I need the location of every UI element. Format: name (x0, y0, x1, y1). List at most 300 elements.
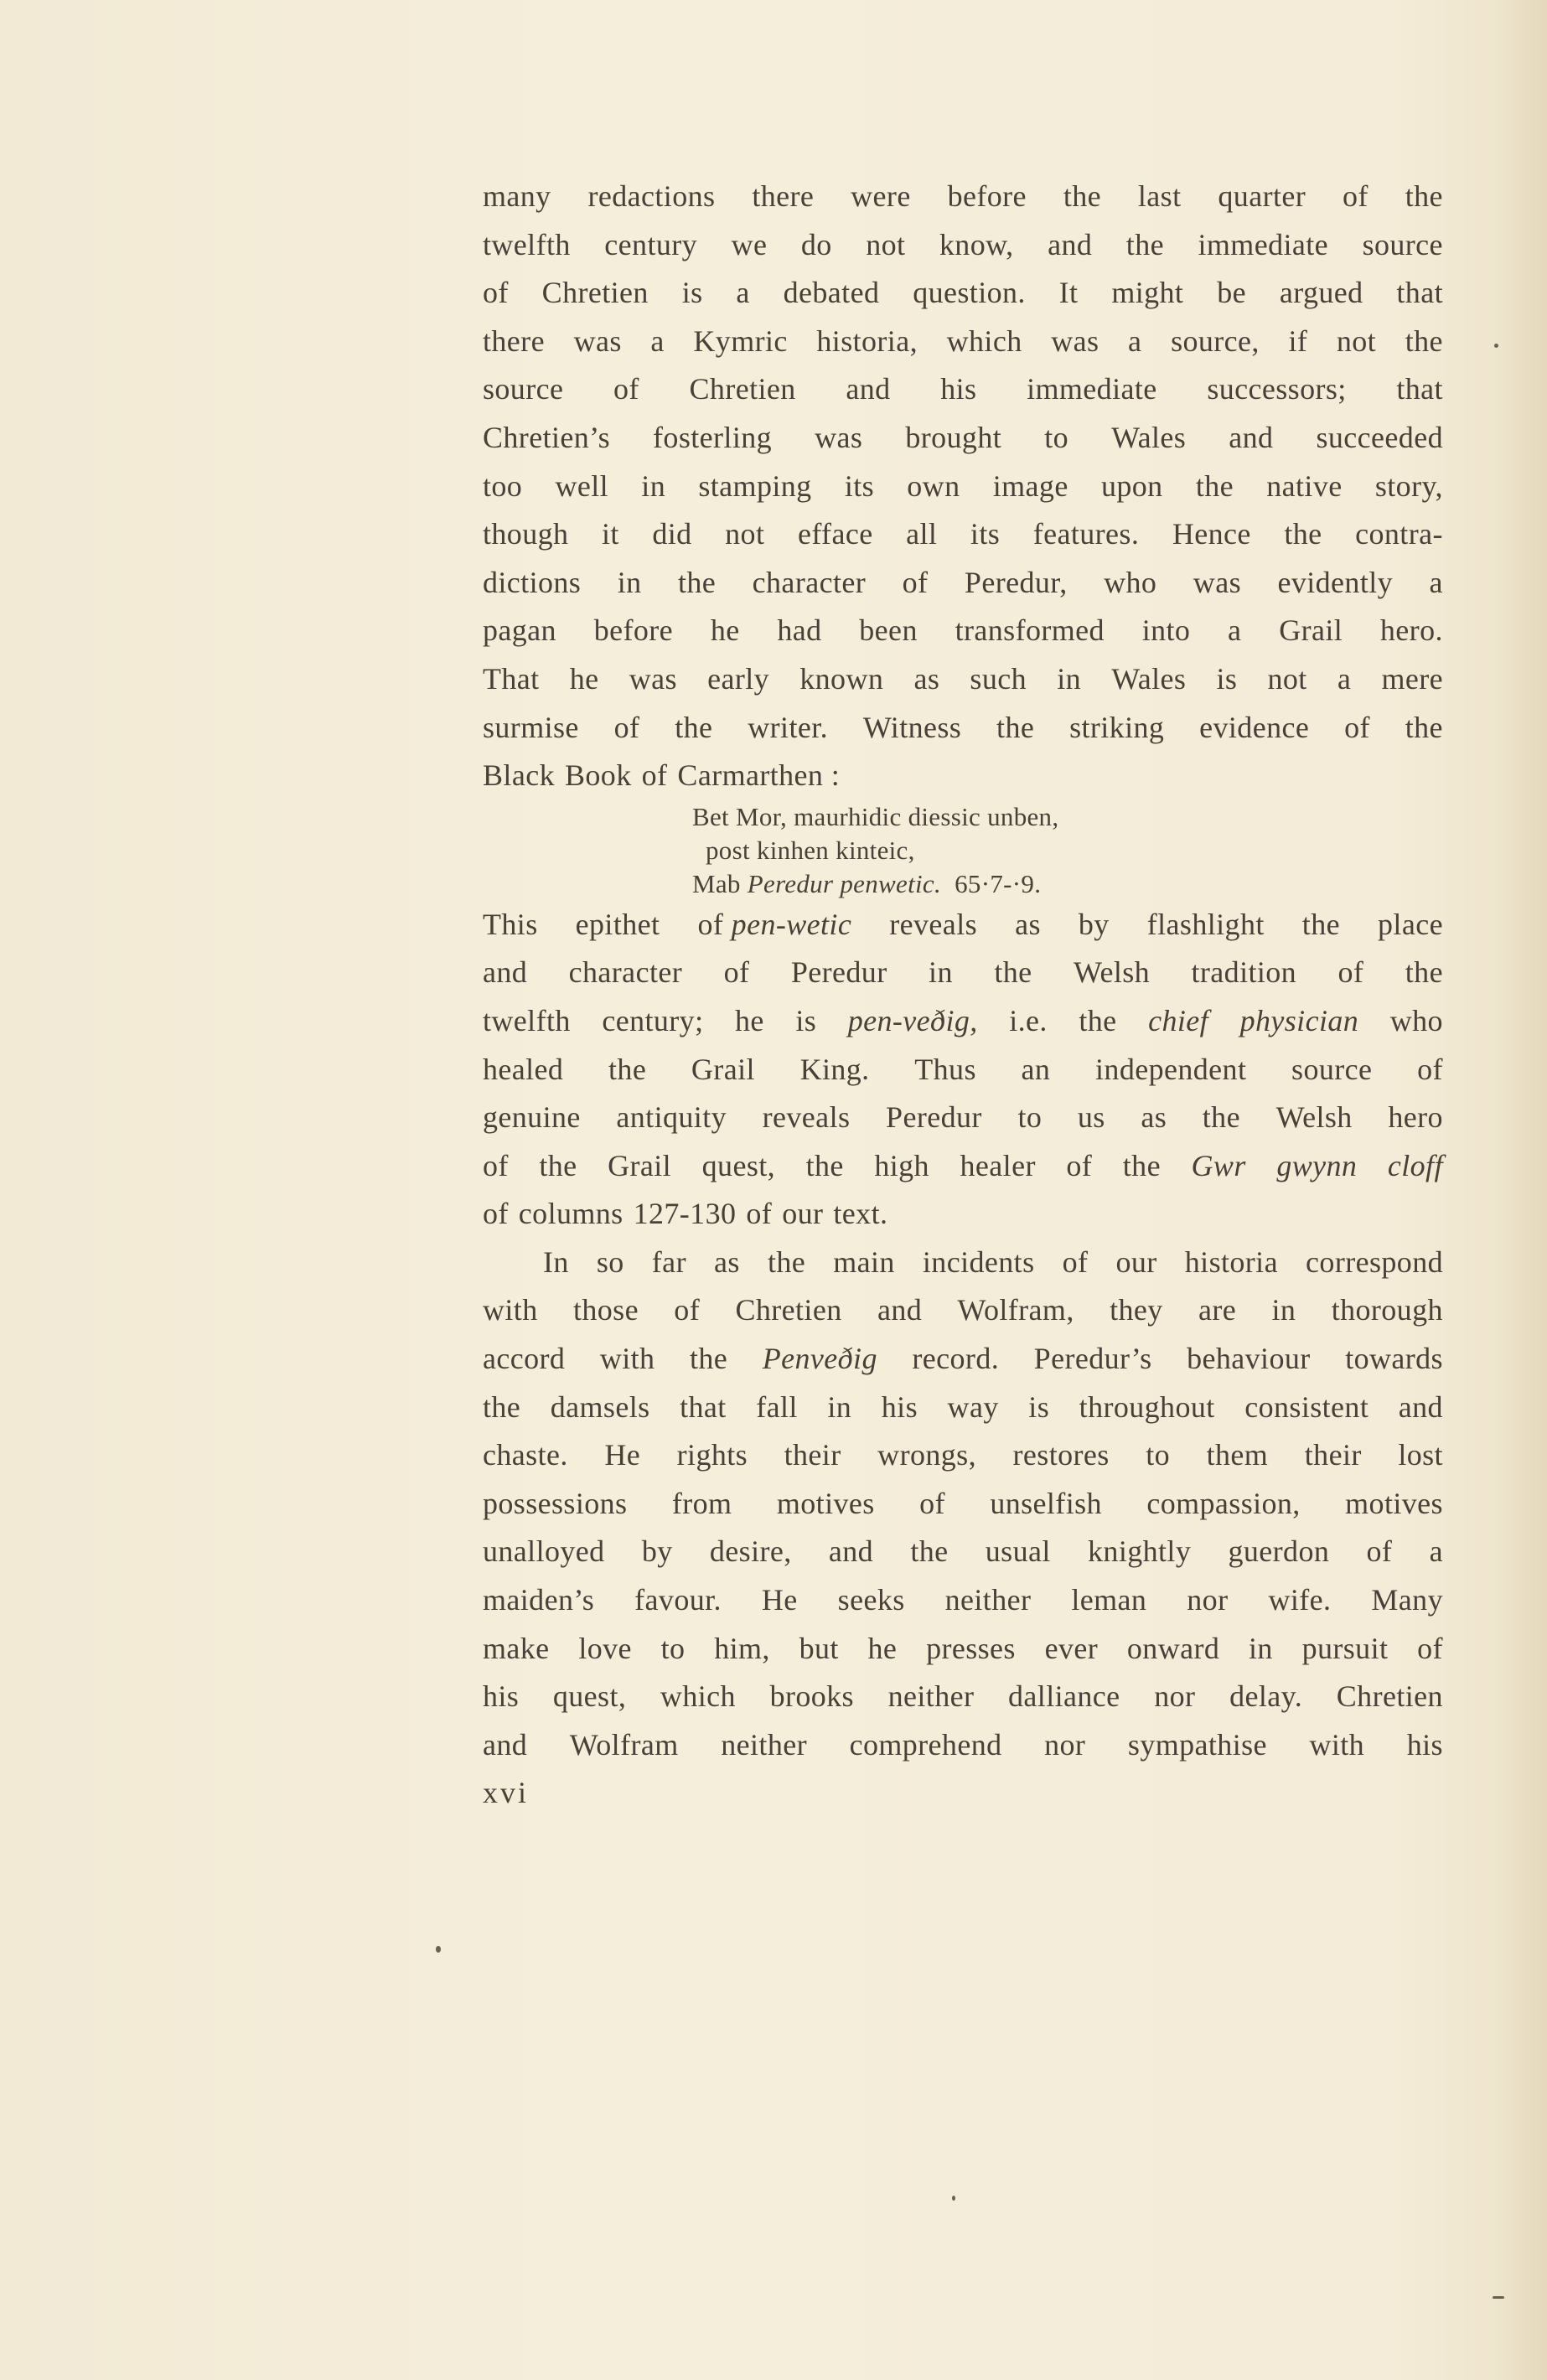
word: was (1193, 565, 1241, 599)
word: might (1111, 276, 1184, 310)
word: Welsh (1275, 1100, 1353, 1135)
word: such (970, 661, 1027, 696)
word: Chretien (689, 372, 796, 406)
italic-term: gwynn (1276, 1148, 1358, 1182)
word: immediate (1027, 372, 1157, 406)
word: into (1141, 613, 1191, 648)
word: that (1396, 276, 1443, 310)
word: the (767, 1244, 806, 1279)
word: of (613, 710, 640, 744)
word: of (1337, 955, 1364, 990)
word: our (782, 1197, 824, 1231)
text-line (483, 1286, 1443, 1335)
word: He (761, 1583, 798, 1617)
word: with (599, 1342, 655, 1376)
italic-term: Penveðig (762, 1342, 877, 1376)
word: a (1429, 1534, 1443, 1569)
word: of (902, 565, 929, 599)
word: neither (721, 1727, 807, 1762)
word: surmise (483, 710, 579, 744)
word: as (913, 661, 940, 696)
para2-line-5 (483, 1094, 1443, 1142)
word: from (671, 1486, 732, 1520)
word: we (731, 227, 768, 261)
word: a (736, 276, 750, 310)
word: was (629, 661, 677, 696)
text-line (483, 655, 1443, 704)
word: not (1267, 661, 1307, 696)
word: had (777, 613, 822, 648)
text-line (483, 365, 1443, 414)
word: an (1021, 1052, 1051, 1086)
word: seeks (837, 1583, 905, 1617)
word: high (874, 1148, 929, 1182)
word: tradition (1191, 955, 1297, 990)
verse-line-3-italic: Peredur penwetic. (747, 868, 942, 898)
word: its (970, 517, 1001, 551)
word: epithet (575, 907, 660, 941)
word: the (1405, 955, 1443, 990)
word: unalloyed (483, 1534, 605, 1569)
word: and (483, 955, 528, 990)
word: their (784, 1438, 841, 1472)
word: with (483, 1293, 538, 1327)
para2-line-6 (483, 1142, 1443, 1191)
word: source (483, 372, 564, 406)
word: that (1396, 372, 1443, 406)
word: Welsh (1073, 955, 1151, 990)
word: quarter (1218, 179, 1306, 213)
word: is (795, 1003, 817, 1037)
word: a (1429, 565, 1443, 599)
word: the (1079, 1003, 1117, 1037)
word: early (707, 661, 770, 696)
word: columns (518, 1197, 623, 1231)
word: the (1063, 179, 1102, 213)
word: the (675, 710, 713, 744)
word: they (1110, 1293, 1163, 1327)
word: us (1077, 1100, 1105, 1135)
word: desire, (709, 1534, 792, 1569)
word: to (1044, 420, 1069, 454)
paper-speck (952, 2196, 955, 2201)
word: not (1336, 323, 1377, 358)
word: is (1028, 1389, 1050, 1424)
word: Wolfram (569, 1727, 679, 1762)
word: the (1202, 1100, 1240, 1135)
word: Kymric (693, 323, 788, 358)
word: comprehend (849, 1727, 1002, 1762)
word: and (877, 1293, 923, 1327)
word: fall (756, 1389, 798, 1424)
word: the (1284, 517, 1322, 551)
word: he (867, 1631, 898, 1665)
word: and (1048, 227, 1093, 261)
word: is (681, 276, 703, 310)
word: character (568, 955, 683, 990)
word: the (539, 1148, 577, 1182)
word: rights (676, 1438, 748, 1472)
word: in (827, 1389, 852, 1424)
word: way (947, 1389, 999, 1424)
verse-line-1: Bet Mor, maurhidic diessic unben, (692, 801, 1059, 831)
word: Grail (1279, 613, 1343, 648)
word: quest, (552, 1679, 627, 1714)
word: main (833, 1244, 895, 1279)
word: dictions (483, 565, 582, 599)
word: historia (1184, 1244, 1278, 1279)
word: twelfth (483, 1003, 571, 1037)
word: in (617, 565, 642, 599)
word: in (929, 955, 953, 990)
paragraph-2 (483, 901, 1443, 1239)
word: hero. (1379, 613, 1443, 648)
italic-term: chief (1148, 1003, 1209, 1037)
word: many (483, 179, 551, 213)
word: make (483, 1631, 550, 1665)
word: source (1362, 227, 1443, 261)
text-line (483, 510, 1443, 559)
page-edge-shadow (1497, 0, 1547, 2380)
word: ever (1044, 1631, 1099, 1665)
word: Peredur, (964, 565, 1068, 599)
word: succeeded (1316, 420, 1443, 454)
word: in (1057, 661, 1082, 696)
word: of (483, 1148, 509, 1182)
word: healer (960, 1148, 1036, 1182)
text-line (483, 559, 1443, 608)
text-line (483, 463, 1443, 511)
text-line (483, 1480, 1443, 1529)
word: contra- (1355, 517, 1443, 551)
word: his (881, 1389, 918, 1424)
word: Wales (1111, 420, 1187, 454)
text-line (483, 221, 1443, 270)
word: he (710, 613, 740, 648)
word: the (996, 710, 1035, 744)
word: fosterling (653, 420, 773, 454)
word: him, (714, 1631, 770, 1665)
verse-line-3-prefix: Mab (692, 868, 741, 898)
word: he (735, 1003, 764, 1037)
word: the (608, 1052, 647, 1086)
word: of (723, 955, 750, 990)
word: evidently (1277, 565, 1394, 599)
paper-speck (1494, 344, 1498, 348)
word: as (1141, 1100, 1167, 1135)
word: consistent (1244, 1389, 1369, 1424)
para2-line-7 (483, 1190, 1443, 1239)
verse-line-2: post kinhen kinteic, (706, 835, 915, 865)
word: Black (483, 758, 555, 793)
word: record. (912, 1342, 1000, 1376)
word: the (483, 1389, 521, 1424)
word: i.e. (1009, 1003, 1048, 1037)
italic-term: cloff (1387, 1148, 1443, 1182)
word: a (1337, 661, 1352, 696)
text-line (483, 1576, 1443, 1625)
word: and (483, 1727, 528, 1762)
text-line (483, 704, 1443, 753)
word: evidence (1199, 710, 1310, 744)
word: the (1405, 710, 1443, 744)
word: century; (602, 1003, 704, 1037)
word: throughout (1079, 1389, 1215, 1424)
paragraph-1 (483, 173, 1443, 800)
word: Thus (914, 1052, 976, 1086)
word: presses (926, 1631, 1016, 1665)
word: he (569, 661, 599, 696)
word: successors; (1207, 372, 1347, 406)
word: the (1122, 1148, 1161, 1182)
word: of (1417, 1052, 1443, 1086)
word: delay. (1229, 1679, 1303, 1714)
text-line (483, 1239, 1443, 1287)
word: of (674, 1293, 701, 1327)
word: the (1301, 907, 1340, 941)
word: damsels (550, 1389, 650, 1424)
word: of (1343, 179, 1368, 213)
word: Many (1371, 1583, 1443, 1617)
word: antiquity (616, 1100, 727, 1135)
word: our (1115, 1244, 1157, 1279)
word: but (799, 1631, 839, 1665)
word: source (1291, 1052, 1373, 1086)
word: been (859, 613, 918, 648)
word: Peredur (790, 955, 887, 990)
text-line (483, 1625, 1443, 1674)
word: was (1051, 323, 1099, 358)
word: is (1216, 661, 1238, 696)
word: unselfish (990, 1486, 1102, 1520)
word: his (483, 1679, 520, 1714)
word: of (1417, 1631, 1443, 1665)
word-group (697, 901, 851, 949)
word: Grail (608, 1148, 672, 1182)
word: neither (944, 1583, 1032, 1617)
italic-term: Gwr (1191, 1148, 1246, 1182)
word: towards (1345, 1342, 1443, 1376)
word: and (1398, 1389, 1443, 1424)
word: who (1104, 565, 1157, 599)
word: who (1389, 1003, 1443, 1037)
text-line (483, 1673, 1443, 1721)
word: reveals (889, 907, 978, 941)
word: the (1195, 468, 1234, 503)
word: King. (799, 1052, 870, 1086)
word: genuine (483, 1100, 581, 1135)
word: This (483, 907, 538, 941)
word: pagan (483, 613, 556, 648)
word: It (1058, 276, 1079, 310)
verse-line-3 (692, 867, 1443, 901)
word: features. (1032, 517, 1140, 551)
word: character (752, 565, 867, 599)
word: Witness (862, 710, 962, 744)
word: if (1288, 323, 1308, 358)
word: there (752, 179, 815, 213)
word: of (697, 907, 724, 941)
italic-term: pen-wetic (731, 907, 852, 941)
word: compassion, (1146, 1486, 1301, 1520)
verse-quotation (483, 800, 1443, 901)
word: sympathise (1127, 1727, 1267, 1762)
para2-line-1 (483, 901, 1443, 949)
word: efface (797, 517, 873, 551)
word: are (1198, 1293, 1237, 1327)
word: of (483, 276, 509, 310)
word: Grail (691, 1052, 755, 1086)
word: Carmarthen : (677, 758, 841, 793)
para2-line-3 (483, 997, 1443, 1046)
word: as (714, 1244, 740, 1279)
word: too (483, 468, 523, 503)
word: the (677, 565, 717, 599)
word: the (994, 955, 1032, 990)
word: wrongs, (877, 1438, 976, 1472)
word: argued (1279, 276, 1363, 310)
word: their (1304, 1438, 1362, 1472)
word: own (907, 468, 960, 503)
word: to (660, 1631, 686, 1665)
word: of (613, 372, 639, 406)
text-line (483, 173, 1443, 221)
word: He (604, 1438, 641, 1472)
word: Wales (1111, 661, 1187, 696)
word: neither (887, 1679, 975, 1714)
word: by (1078, 907, 1110, 941)
word: before (947, 179, 1027, 213)
word: of (1066, 1148, 1093, 1182)
word: of (641, 758, 668, 793)
word: all (906, 517, 938, 551)
word: which (946, 323, 1022, 358)
text-line (483, 1384, 1443, 1432)
word: was (815, 420, 863, 454)
word: twelfth (483, 227, 571, 261)
word: correspond (1306, 1244, 1443, 1279)
text-line (483, 318, 1443, 366)
word: In (543, 1244, 569, 1279)
word: the (1405, 179, 1443, 213)
word: accord (483, 1342, 566, 1376)
word: chaste. (483, 1438, 568, 1472)
page-number: xvi (483, 1776, 530, 1810)
italic-term: physician (1239, 1003, 1359, 1037)
para2-line-2 (483, 949, 1443, 997)
word: behaviour (1187, 1342, 1311, 1376)
word: possessions (483, 1486, 628, 1520)
word: Chretien (541, 276, 649, 310)
word: and (828, 1534, 874, 1569)
word: by (641, 1534, 673, 1569)
paragraph-3 (483, 1239, 1443, 1770)
word: flashlight (1146, 907, 1265, 941)
word: were (851, 179, 911, 213)
word: image (992, 468, 1068, 503)
word: was (573, 323, 622, 358)
para2-line-4 (483, 1046, 1443, 1094)
word: motives (1345, 1486, 1443, 1520)
word: its (844, 468, 875, 503)
word: independent (1095, 1052, 1247, 1086)
word: there (483, 323, 545, 358)
word: well (555, 468, 609, 503)
text-line (483, 414, 1443, 463)
word: do (800, 227, 832, 261)
word: the (910, 1534, 949, 1569)
word: quest, (701, 1148, 776, 1182)
word: restores (1012, 1438, 1110, 1472)
word: debated (783, 276, 880, 310)
word: before (593, 613, 674, 648)
word: stamping (698, 468, 812, 503)
word: pursuit (1301, 1631, 1389, 1665)
word: place (1378, 907, 1443, 941)
word: century (604, 227, 698, 261)
word: of (1344, 710, 1370, 744)
word: and (846, 372, 891, 406)
text-line (483, 269, 1443, 318)
word: nor (1187, 1583, 1229, 1617)
word: brought (905, 420, 1002, 454)
word: Wolfram, (957, 1293, 1074, 1327)
word: a (1128, 323, 1142, 358)
word: though (483, 517, 569, 551)
word: mere (1381, 661, 1443, 696)
word: Chretien’s (483, 420, 610, 454)
text-line (483, 607, 1443, 655)
word: guerdon (1228, 1534, 1330, 1569)
word: his (940, 372, 977, 406)
word: 127-130 (633, 1197, 737, 1231)
word: nor (1154, 1679, 1196, 1714)
word: nor (1044, 1727, 1086, 1762)
word: redactions (587, 179, 716, 213)
word: last (1137, 179, 1182, 213)
verse-line-3-reference: 65·7-·9. (955, 868, 1042, 898)
word: the (1405, 323, 1443, 358)
word: did (652, 517, 692, 551)
word: in (1271, 1293, 1296, 1327)
word: Hence (1172, 517, 1251, 551)
word: so (596, 1244, 624, 1279)
word: know, (939, 227, 1014, 261)
word: and (1229, 420, 1274, 454)
word: striking (1069, 710, 1165, 744)
word: text. (833, 1197, 888, 1231)
word: Peredur’s (1033, 1342, 1152, 1376)
paper-speck (436, 1946, 441, 1953)
word: reveals (762, 1100, 851, 1135)
word: in (641, 468, 666, 503)
word: that (680, 1389, 727, 1424)
text-line (483, 1431, 1443, 1480)
paper-speck (1493, 2296, 1504, 2299)
word: historia, (816, 323, 918, 358)
word: not (725, 517, 765, 551)
word: as (1015, 907, 1041, 941)
word: known (799, 661, 884, 696)
word: lost (1398, 1438, 1443, 1472)
word: dalliance (1008, 1679, 1120, 1714)
word: of (919, 1486, 945, 1520)
word: the (690, 1342, 728, 1376)
word: the (1125, 227, 1164, 261)
word: with (1309, 1727, 1365, 1762)
word: motives (776, 1486, 875, 1520)
word: those (572, 1293, 639, 1327)
